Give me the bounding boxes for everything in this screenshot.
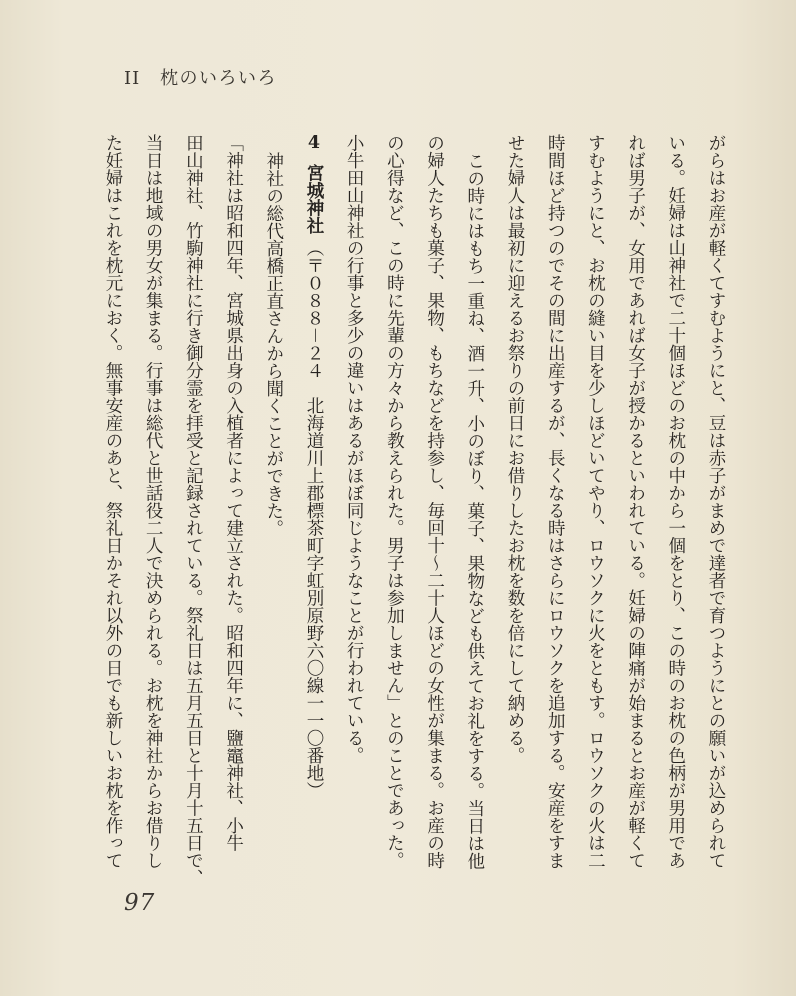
text-column: の心得など、この時に先輩の方々から教えられた。男子は参加しません」とのことであった。 <box>384 134 405 869</box>
chapter-title: 枕のいろいろ <box>159 68 277 89</box>
vertical-body-text <box>93 134 736 904</box>
text-column: た妊婦はこれを枕元におく。無事安産のあと、祭礼日かそれ以外の日でも新しいお枕を作って <box>102 134 123 869</box>
text-column: 小牛田山神社の行事と多少の違いはあるがほぼ同じようなことが行われている。 <box>344 134 365 764</box>
section-name: 宮城神社 <box>303 163 324 234</box>
text-column: 時間ほど持つのでその間に出産するが、長くなる時はさらにロウソクを追加する。安産をすま <box>545 134 566 869</box>
part-numeral: II <box>124 68 141 89</box>
text-column: いる。妊婦は山神社で二十個ほどのお枕の中から一個をとり、この時のお枕の色柄が男用であ <box>665 134 686 869</box>
text-column: すむようにと、お枕の縫い目を少しほどいてやり、ロウソクに火をともす。ロウソクの火は二 <box>585 134 606 869</box>
page-number: 97 <box>124 890 156 916</box>
text-column: 神社の総代高橋正直さんから聞くことができた。 <box>263 151 284 537</box>
text-column: れば男子が、女用であれば女子が授かるといわれている。妊婦の陣痛が始まるとお産が軽くて <box>625 134 646 869</box>
section-number: 4 <box>307 134 321 152</box>
text-column: 「神社は昭和四年、宮城県出身の入植者によって建立された。昭和四年に、鹽竈神社、小牛 <box>223 134 244 852</box>
section-heading <box>294 134 334 904</box>
text-column: せた婦人は最初に迎えるお祭りの前日にお借りしたお枕を数を倍にして納める。 <box>504 134 525 764</box>
text-column: この時にはもち一重ね、酒一升、小のぼり、菓子、果物なども供えてお礼をする。当日は他 <box>464 151 485 869</box>
running-head <box>124 68 277 90</box>
text-column: 当日は地域の男女が集まる。行事は総代と世話役二人で決められる。お枕を神社からお借りし <box>143 134 164 869</box>
text-column: がらはお産が軽くてすむようにと、豆は赤子がまめで達者で育つようにとの願いが込められて <box>706 134 726 869</box>
text-column: 田山神社、竹駒神社に行き御分霊を拝受と記録されている。祭礼日は五月五日と十月十五日で、 <box>183 134 204 887</box>
section-address: （〒０８８－２４ 北海道川上郡標茶町字虹別原野六〇線一一〇番地） <box>303 239 324 799</box>
text-column: の婦人たちも菓子、果物、もちなどを持参し、毎回十〜二十人ほどの女性が集まる。お産の時 <box>424 134 445 869</box>
